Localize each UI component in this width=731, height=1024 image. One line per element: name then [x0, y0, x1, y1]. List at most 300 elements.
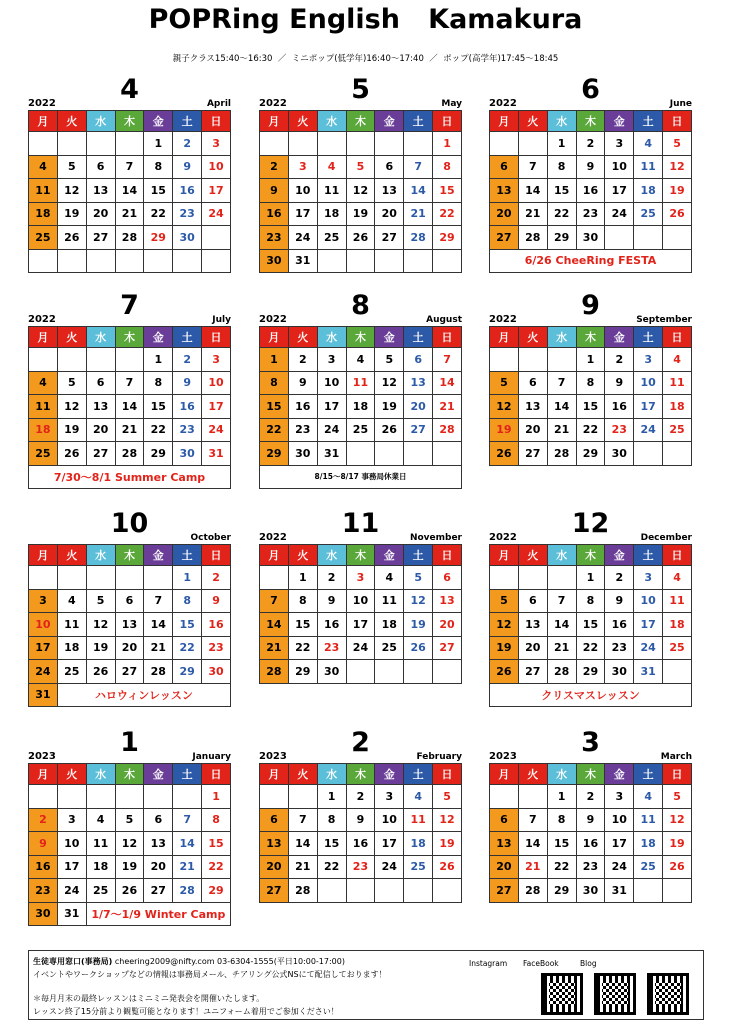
day-cell: 6 [86, 155, 115, 179]
day-cell: 25 [346, 418, 375, 442]
day-cell: 7 [547, 371, 576, 395]
day-cell: 15 [576, 613, 605, 637]
month-header [259, 290, 462, 326]
day-cell: 2 [576, 785, 605, 809]
day-cell: 26 [346, 226, 375, 250]
day-cell [433, 660, 462, 684]
week-row [260, 566, 462, 590]
day-cell: 1 [547, 785, 576, 809]
week-row [260, 660, 462, 684]
instagram-label[interactable]: Instagram [469, 959, 508, 968]
week-row [490, 879, 692, 903]
year-label: 2022 [489, 314, 517, 325]
week-row [260, 589, 462, 613]
day-cell: 24 [634, 636, 663, 660]
weekday-header: 火 [288, 111, 317, 132]
day-cell [115, 785, 144, 809]
day-cell: 31 [288, 249, 317, 273]
week-row [260, 179, 462, 203]
day-cell [663, 226, 692, 250]
day-cell [346, 442, 375, 466]
day-cell: 5 [404, 566, 433, 590]
weekday-header: 日 [663, 764, 692, 785]
day-cell: 4 [663, 566, 692, 590]
day-cell: 20 [518, 636, 547, 660]
day-cell [86, 132, 115, 156]
month-table [259, 544, 462, 684]
day-cell: 9 [605, 371, 634, 395]
day-cell [404, 660, 433, 684]
week-row [490, 202, 692, 226]
day-cell: 20 [404, 395, 433, 419]
weekday-header: 月 [29, 111, 58, 132]
day-cell [86, 348, 115, 372]
week-row [260, 785, 462, 809]
day-cell: 12 [663, 808, 692, 832]
day-cell: 15 [144, 179, 173, 203]
day-cell: 2 [346, 785, 375, 809]
weekday-header: 月 [490, 545, 519, 566]
day-cell: 17 [605, 832, 634, 856]
day-cell: 30 [576, 226, 605, 250]
day-cell: 27 [86, 442, 115, 466]
day-cell: 27 [144, 879, 173, 903]
week-row [29, 132, 231, 156]
week-row [490, 226, 692, 250]
day-cell: 8 [260, 371, 289, 395]
day-cell [317, 249, 346, 273]
day-cell: 5 [490, 589, 519, 613]
day-cell: 18 [317, 202, 346, 226]
day-cell: 21 [173, 855, 202, 879]
year-label: 2023 [489, 751, 517, 762]
day-cell: 26 [375, 418, 404, 442]
day-cell: 7 [518, 808, 547, 832]
day-cell: 29 [260, 442, 289, 466]
weekday-header: 火 [57, 764, 86, 785]
day-cell: 17 [202, 179, 231, 203]
week-row [490, 348, 692, 372]
day-cell: 25 [663, 418, 692, 442]
day-cell: 13 [404, 371, 433, 395]
day-cell: 18 [404, 832, 433, 856]
day-cell: 28 [260, 660, 289, 684]
day-cell: 10 [29, 613, 58, 637]
day-cell: 26 [115, 879, 144, 903]
day-cell: 9 [260, 179, 289, 203]
weekday-header: 土 [634, 545, 663, 566]
day-cell: 12 [490, 395, 519, 419]
day-cell [57, 785, 86, 809]
year-label: 2023 [28, 751, 56, 762]
day-cell: 19 [115, 855, 144, 879]
day-cell: 25 [29, 442, 58, 466]
day-cell: 9 [576, 155, 605, 179]
day-cell: 13 [518, 395, 547, 419]
day-cell: 3 [57, 808, 86, 832]
day-cell: 17 [57, 855, 86, 879]
day-cell [260, 785, 289, 809]
day-cell: 20 [144, 855, 173, 879]
month-header [259, 74, 462, 110]
month-table [489, 544, 692, 707]
day-cell: 11 [29, 395, 58, 419]
day-cell: 2 [605, 348, 634, 372]
weekday-header: 金 [605, 327, 634, 348]
day-cell: 31 [29, 683, 58, 707]
week-row [29, 683, 231, 707]
day-cell [317, 879, 346, 903]
day-cell: 3 [202, 132, 231, 156]
day-cell: 9 [288, 371, 317, 395]
day-cell: 16 [576, 179, 605, 203]
recital-line: ＊毎月月末の最終レッスンはミニミニ発表会を開催いたします。 [33, 994, 265, 1003]
month-number: 3 [581, 727, 600, 758]
day-cell: 27 [433, 636, 462, 660]
day-cell [490, 348, 519, 372]
day-cell: 28 [115, 442, 144, 466]
month-header [489, 727, 692, 763]
day-cell: 12 [433, 808, 462, 832]
day-cell: 6 [115, 589, 144, 613]
day-cell: 24 [202, 202, 231, 226]
weekday-header: 火 [518, 327, 547, 348]
day-cell: 29 [576, 660, 605, 684]
day-cell: 15 [173, 613, 202, 637]
day-cell: 20 [433, 613, 462, 637]
month-number: 7 [120, 290, 139, 321]
day-cell: 4 [86, 808, 115, 832]
day-cell: 17 [29, 636, 58, 660]
weekday-header: 土 [404, 545, 433, 566]
week-row [29, 660, 231, 684]
day-cell: 29 [288, 660, 317, 684]
day-cell [115, 566, 144, 590]
week-row [260, 832, 462, 856]
day-cell: 6 [404, 348, 433, 372]
day-cell: 9 [202, 589, 231, 613]
day-cell [29, 132, 58, 156]
day-cell: 2 [173, 348, 202, 372]
month-number: 5 [351, 74, 370, 105]
weekday-header: 月 [490, 327, 519, 348]
day-cell: 31 [202, 442, 231, 466]
day-cell [518, 348, 547, 372]
month-name: March [660, 752, 692, 762]
day-cell: 15 [144, 395, 173, 419]
day-cell: 4 [375, 566, 404, 590]
month-name: September [636, 315, 692, 325]
day-cell: 16 [605, 395, 634, 419]
day-cell: 5 [433, 785, 462, 809]
day-cell: 20 [86, 202, 115, 226]
year-label: 2022 [259, 532, 287, 543]
day-cell: 30 [202, 660, 231, 684]
day-cell: 29 [576, 442, 605, 466]
month-name: November [409, 533, 462, 543]
day-cell [375, 132, 404, 156]
day-cell: 5 [346, 155, 375, 179]
day-cell: 5 [490, 371, 519, 395]
weekday-header: 日 [202, 327, 231, 348]
week-row [29, 879, 231, 903]
week-row [29, 785, 231, 809]
day-cell: 22 [144, 418, 173, 442]
day-cell: 1 [144, 348, 173, 372]
day-cell: 27 [115, 660, 144, 684]
day-cell: 7 [260, 589, 289, 613]
day-cell: 11 [86, 832, 115, 856]
weekday-header: 金 [375, 111, 404, 132]
week-row [490, 613, 692, 637]
day-cell [518, 132, 547, 156]
day-cell: 6 [86, 371, 115, 395]
week-row [490, 155, 692, 179]
day-cell: 18 [634, 832, 663, 856]
day-cell: 24 [605, 855, 634, 879]
day-cell: 6 [518, 589, 547, 613]
facebook-qr-icon[interactable] [594, 973, 636, 1015]
week-row [29, 613, 231, 637]
instagram-qr-icon[interactable] [541, 973, 583, 1015]
day-cell [86, 566, 115, 590]
day-cell: 10 [634, 371, 663, 395]
blog-qr-icon[interactable] [647, 973, 689, 1015]
month-note: ハロウィンレッスン [57, 683, 230, 707]
day-cell: 25 [404, 855, 433, 879]
month-table [259, 326, 462, 489]
month-header [489, 74, 692, 110]
month-number: 8 [351, 290, 370, 321]
day-cell: 27 [404, 418, 433, 442]
day-cell: 22 [433, 202, 462, 226]
weekday-header: 土 [173, 545, 202, 566]
day-cell: 9 [317, 589, 346, 613]
weekday-header: 木 [115, 111, 144, 132]
week-row [260, 202, 462, 226]
week-row [260, 855, 462, 879]
month-header [28, 508, 231, 544]
day-cell: 4 [663, 348, 692, 372]
week-row [260, 442, 462, 466]
day-cell: 3 [346, 566, 375, 590]
day-cell: 28 [433, 418, 462, 442]
day-cell: 28 [144, 660, 173, 684]
day-cell: 27 [375, 226, 404, 250]
week-row [490, 418, 692, 442]
day-cell: 5 [57, 155, 86, 179]
week-row [29, 155, 231, 179]
day-cell: 7 [433, 348, 462, 372]
weekday-header: 日 [433, 764, 462, 785]
day-cell: 12 [57, 395, 86, 419]
weekday-header: 金 [144, 545, 173, 566]
day-cell: 2 [260, 155, 289, 179]
weekday-header: 木 [346, 764, 375, 785]
weekday-header: 火 [288, 545, 317, 566]
day-cell [404, 879, 433, 903]
blog-label[interactable]: Blog [580, 959, 597, 968]
day-cell [518, 785, 547, 809]
day-cell [634, 226, 663, 250]
day-cell: 15 [317, 832, 346, 856]
month-table [28, 110, 231, 273]
day-cell: 31 [605, 879, 634, 903]
day-cell: 18 [663, 395, 692, 419]
day-cell: 7 [404, 155, 433, 179]
week-row [29, 348, 231, 372]
footer-panel [28, 950, 704, 1020]
year-label: 2023 [259, 751, 287, 762]
weekday-header: 金 [375, 545, 404, 566]
month-note: 1/7～1/9 Winter Camp [86, 902, 230, 926]
month-name: December [640, 533, 692, 543]
day-cell: 18 [29, 202, 58, 226]
day-cell: 10 [605, 155, 634, 179]
day-cell: 23 [202, 636, 231, 660]
day-cell: 23 [317, 636, 346, 660]
day-cell: 27 [490, 226, 519, 250]
day-cell: 24 [57, 879, 86, 903]
weekday-header: 土 [634, 327, 663, 348]
day-cell: 29 [173, 660, 202, 684]
day-cell: 6 [490, 808, 519, 832]
day-cell: 2 [202, 566, 231, 590]
weekday-header: 木 [576, 764, 605, 785]
day-cell: 7 [115, 155, 144, 179]
day-cell: 30 [260, 249, 289, 273]
day-cell: 21 [433, 395, 462, 419]
week-row [29, 808, 231, 832]
weekday-header: 水 [317, 764, 346, 785]
day-cell: 18 [57, 636, 86, 660]
day-cell: 16 [605, 613, 634, 637]
contact-line [33, 956, 345, 967]
day-cell: 4 [317, 155, 346, 179]
day-cell: 3 [634, 566, 663, 590]
week-row [260, 808, 462, 832]
weekday-header: 火 [518, 545, 547, 566]
day-cell: 23 [29, 879, 58, 903]
week-row [29, 902, 231, 926]
day-cell: 20 [518, 418, 547, 442]
day-cell: 12 [115, 832, 144, 856]
weekday-header: 金 [605, 111, 634, 132]
day-cell [634, 442, 663, 466]
day-cell: 4 [57, 589, 86, 613]
day-cell: 12 [57, 179, 86, 203]
day-cell: 14 [288, 832, 317, 856]
day-cell: 15 [576, 395, 605, 419]
weekday-header: 木 [115, 327, 144, 348]
day-cell: 23 [173, 202, 202, 226]
month-name: January [192, 752, 231, 762]
day-cell: 30 [29, 902, 58, 926]
month-calendar [489, 727, 692, 903]
day-cell: 15 [260, 395, 289, 419]
day-cell: 20 [86, 418, 115, 442]
day-cell: 20 [490, 202, 519, 226]
weekday-header: 水 [547, 327, 576, 348]
weekday-header: 水 [86, 545, 115, 566]
day-cell: 12 [663, 155, 692, 179]
month-table [489, 763, 692, 903]
day-cell: 10 [57, 832, 86, 856]
month-number: 2 [351, 727, 370, 758]
day-cell: 4 [634, 132, 663, 156]
day-cell: 17 [346, 613, 375, 637]
day-cell [518, 566, 547, 590]
day-cell [375, 442, 404, 466]
day-cell [29, 348, 58, 372]
year-label: 2022 [28, 314, 56, 325]
day-cell [57, 132, 86, 156]
day-cell: 21 [547, 418, 576, 442]
day-cell: 2 [173, 132, 202, 156]
day-cell [663, 442, 692, 466]
day-cell: 29 [144, 226, 173, 250]
day-cell: 18 [346, 395, 375, 419]
day-cell: 25 [663, 636, 692, 660]
day-cell: 12 [86, 613, 115, 637]
day-cell: 25 [317, 226, 346, 250]
year-label: 2022 [259, 314, 287, 325]
day-cell [288, 132, 317, 156]
day-cell: 10 [317, 371, 346, 395]
week-row [490, 442, 692, 466]
day-cell: 7 [144, 589, 173, 613]
day-cell: 26 [404, 636, 433, 660]
day-cell: 3 [375, 785, 404, 809]
day-cell [173, 785, 202, 809]
weekday-header: 日 [663, 545, 692, 566]
week-row [260, 613, 462, 637]
day-cell: 26 [663, 202, 692, 226]
day-cell [57, 249, 86, 273]
day-cell: 14 [433, 371, 462, 395]
day-cell: 19 [346, 202, 375, 226]
week-row [29, 179, 231, 203]
day-cell: 6 [490, 155, 519, 179]
day-cell: 23 [173, 418, 202, 442]
day-cell [547, 566, 576, 590]
facebook-label[interactable]: FaceBook [523, 959, 559, 968]
day-cell: 26 [490, 442, 519, 466]
month-table [489, 110, 692, 273]
week-row [490, 371, 692, 395]
weekday-header: 金 [144, 327, 173, 348]
day-cell: 14 [260, 613, 289, 637]
day-cell: 22 [576, 418, 605, 442]
day-cell: 8 [317, 808, 346, 832]
day-cell: 11 [663, 589, 692, 613]
day-cell: 21 [518, 202, 547, 226]
day-cell: 24 [605, 202, 634, 226]
day-cell: 24 [288, 226, 317, 250]
day-cell: 8 [547, 808, 576, 832]
day-cell: 11 [57, 613, 86, 637]
weekday-header: 土 [404, 111, 433, 132]
day-cell: 1 [576, 566, 605, 590]
weekday-header: 日 [663, 111, 692, 132]
day-cell: 17 [605, 179, 634, 203]
week-row [29, 371, 231, 395]
day-cell: 13 [115, 613, 144, 637]
day-cell: 30 [173, 442, 202, 466]
day-cell: 17 [317, 395, 346, 419]
week-row [29, 566, 231, 590]
day-cell: 16 [317, 613, 346, 637]
